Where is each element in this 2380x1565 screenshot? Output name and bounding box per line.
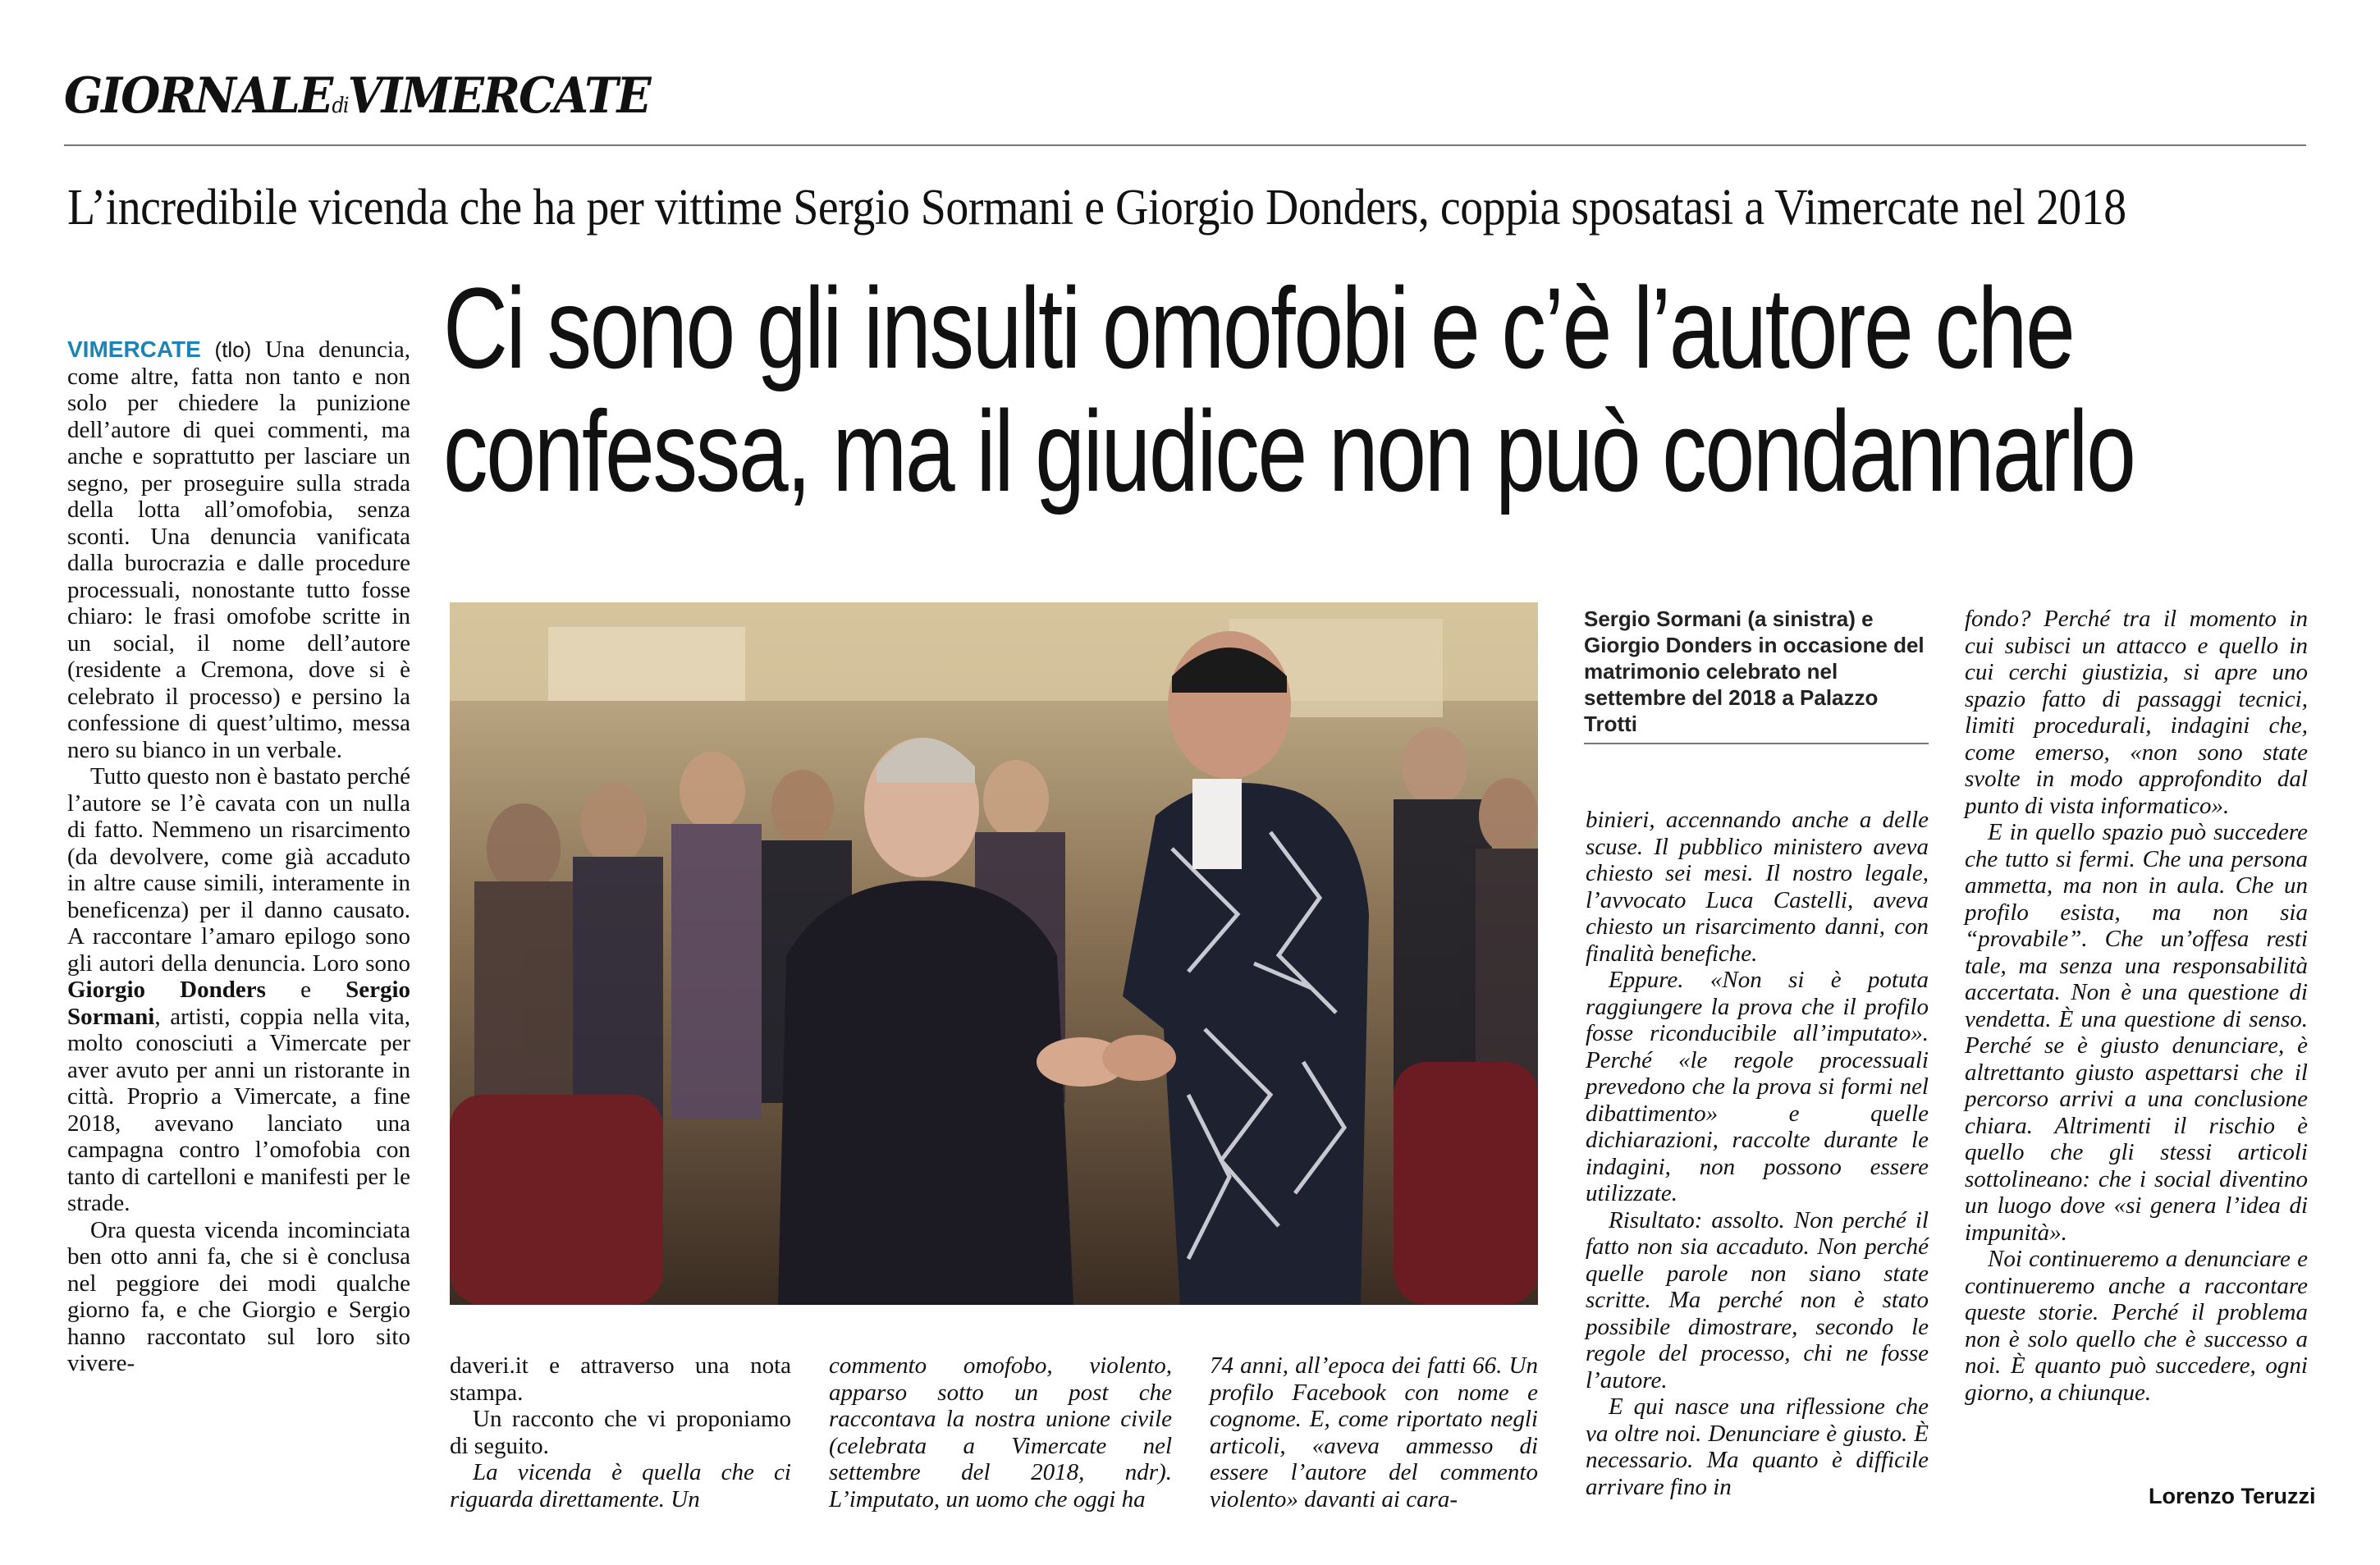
col6-paragraph-2: E in quello spazio può succedere che tutto si fermi. Che una persona ammetta, ma non in aula. Che un profilo esista, ma non sia “provabile”. Che un’offesa resti tale, ma senza una responsabilità accertata. Non è una questione di vendetta. È una questione di senso. Perché se è giusto denunciare, è altrettanto giusto aspettarsi che il percorso arrivi a una conclusione chiara. Altrimenti il rischio è quello che gli stessi articoli sottolineano: che i social diventino un luogo dove «si genera l’idea di impunità». xyxy=(1965,819,2308,1246)
caption-divider xyxy=(1584,743,1929,744)
col4-paragraph-1: 74 anni, all’epoca dei fatti 66. Un profilo Facebook con nome e cognome. E, come riportato negli articoli, «aveva ammesso di essere l’autore del commento violento» davanti ai cara- xyxy=(1210,1352,1538,1512)
article-kicker: L’incredibile vicenda che ha per vittime Sergio Sormani e Giorgio Donders, coppia sposatasi a Vimercate nel 2018 xyxy=(67,180,2126,236)
masthead-part2: di xyxy=(332,94,348,118)
article-column-3 xyxy=(829,1352,1172,1512)
photo-caption: Sergio Sormani (a sinistra) e Giorgio Donders in occasione del matrimonio celebrato nel settembre del 2018 a Palazzo Trotti xyxy=(1584,606,1925,736)
dateline-location: VIMERCATE xyxy=(67,336,201,362)
col1-paragraph-1: VIMERCATE (tlo) Una denuncia, come altre, fatta non tanto e non solo per chiedere la punizione dell’autore di quei commenti, ma anche e soprattutto per lasciare un segno, per proseguire sulla strada della lotta all’omofobia, senza sconti. Una denuncia vanificata dalla burocrazia e dalle procedure processuali, nonostante tutto fosse chiaro: le frasi omofobe scritte in un social, il nome dell’autore (residente a Cremona, dove si è celebrato il processo) e persino la confessione di quest’ultimo, messa nero su bianco in un verbale. xyxy=(67,336,410,763)
article-column-5 xyxy=(1586,807,1929,1500)
article-column-2 xyxy=(450,1352,791,1512)
headline-line-1: Ci sono gli insulti omofobi e c’è l’autore che xyxy=(443,263,2074,392)
col2-paragraph-2: Un racconto che vi proponiamo di seguito. xyxy=(450,1406,791,1459)
col6-paragraph-3: Noi continueremo a denunciare e continueremo anche a raccontare queste storie. Perché il problema non è solo quello che è successo a noi. È quanto può succedere, ogni giorno, a chiunque. xyxy=(1965,1246,2308,1406)
col5-paragraph-2: Eppure. «Non si è potuta raggiungere la prova che il profilo fosse riconducibile all’imputato». Perché «le regole processuali prevedono che la prova si formi nel dibattimento» e quelle dichiarazioni, raccolte durante le indagini, non possono essere utilizzate. xyxy=(1586,967,1929,1206)
col5-paragraph-1: binieri, accennando anche a delle scuse. Il pubblico ministero aveva chiesto sei mesi. Il nostro legale, l’avvocato Luca Castelli, aveva chiesto un risarcimento danni, con finalità benefiche. xyxy=(1586,807,1929,967)
article-headline xyxy=(443,263,2318,515)
article-byline: Lorenzo Teruzzi xyxy=(2149,1484,2316,1508)
article-column-6 xyxy=(1965,606,2308,1406)
col6-paragraph-1: fondo? Perché tra il momento in cui subisci un attacco e quello in cui cerchi giustizia, si apre uno spazio fatto di passaggi tecnici, limiti procedurali, indagini che, come emerso, «non sono state svolte in modo approfondito dal punto di vista informatico». xyxy=(1965,606,2308,819)
name-sergio: Sergio Sormani xyxy=(67,977,411,1030)
col2-paragraph-1: daveri.it e attraverso una nota stampa. xyxy=(450,1352,791,1406)
article-column-1 xyxy=(67,336,410,1377)
headline-line-2: confessa, ma il giudice non può condannarlo xyxy=(443,387,2135,515)
article-photo xyxy=(450,602,1538,1305)
name-giorgio: Giorgio Donders xyxy=(67,977,266,1003)
article-column-4 xyxy=(1210,1352,1538,1512)
wedding-photo-illustration xyxy=(450,602,1538,1305)
author-initials: (tlo) xyxy=(214,337,252,362)
masthead-part3: VIMERCATE xyxy=(347,67,650,125)
masthead-divider xyxy=(64,144,2306,146)
col1-paragraph-2: Tutto questo non è bastato perché l’autore se l’è cavata con un nulla di fatto. Nemmeno un risarcimento (da devolvere, come già accaduto in altre cause simili, interamente in beneficenza) per il danno causato. A raccontare l’amaro epilogo sono gli autori della denuncia. Loro sono Giorgio Donders e Sergio Sormani, artisti, coppia nella vita, molto conosciuti a Vimercate per aver avuto per anni un ristorante in città. Proprio a Vimercate, a fine 2018, avevano lanciato una campagna contro l’omofobia con tanto di cartelloni e manifesti per le strade. xyxy=(67,763,411,1216)
col5-paragraph-4: E qui nasce una riflessione che va oltre noi. Denunciare è giusto. È necessario. Ma quanto è difficile arrivare fino in xyxy=(1586,1393,1929,1500)
col5-paragraph-3: Risultato: assolto. Non perché il fatto non sia accaduto. Non perché quelle parole non siano state scritte. Ma perché non è stato possibile dimostrare, secondo le regole del processo, chi ne fosse l’autore. xyxy=(1586,1206,1929,1393)
masthead-logo xyxy=(64,67,650,125)
masthead-part1: GIORNALE xyxy=(64,67,332,125)
col2-paragraph-3: La vicenda è quella che ci riguarda direttamente. Un xyxy=(450,1459,791,1512)
col3-paragraph-1: commento omofobo, violento, apparso sotto un post che raccontava la nostra unione civile (celebrata a Vimercate nel settembre del 2018, ndr). L’imputato, un uomo che oggi ha xyxy=(829,1352,1172,1512)
col1-paragraph-3: Ora questa vicenda incominciata ben otto anni fa, che si è conclusa nel peggiore dei modi qualche giorno fa, e che Giorgio e Sergio hanno raccontato sul loro sito vivere- xyxy=(67,1216,410,1376)
